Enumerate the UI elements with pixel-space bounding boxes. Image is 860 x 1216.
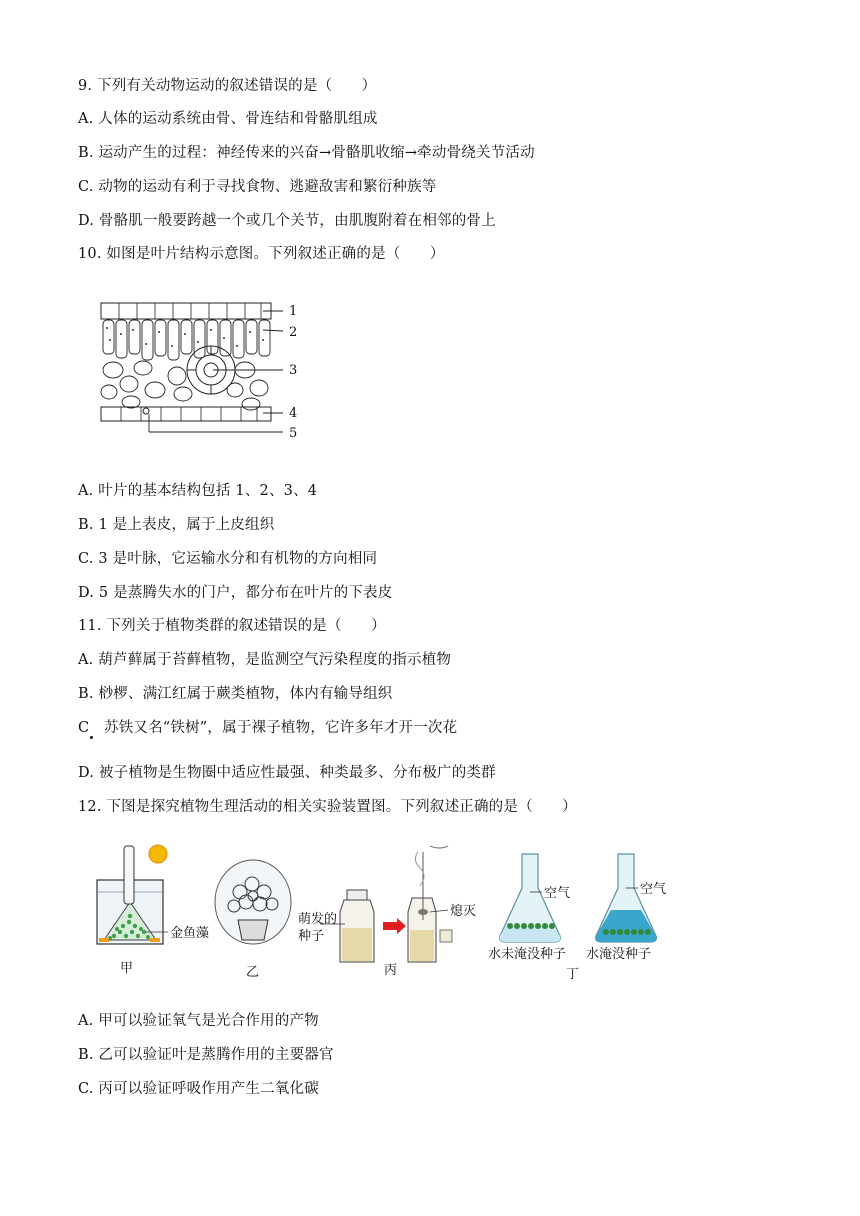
jia-plant-label: 金鱼藻 (170, 926, 210, 941)
q10-option-b: B. 1 是上表皮，属于上皮组织 (78, 517, 275, 533)
q9-stem: 9. 下列有关动物运动的叙述错误的是（ ） (78, 78, 377, 94)
q10-option-d: D. 5 是蒸腾失水的门户，都分布在叶片的下表皮 (78, 585, 393, 601)
ding-label: 丁 (566, 967, 580, 982)
q10-option-c: C. 3 是叶脉，它运输水分和有机物的方向相同 (78, 551, 378, 567)
bing-seeds-line1: 萌发的 (298, 912, 338, 927)
setup-bing (298, 846, 476, 978)
q12-stem: 12. 下图是探究植物生理活动的相关实验装置图。下列叙述正确的是（ ） (78, 799, 577, 815)
setup-ding (488, 854, 666, 982)
ding-air-label-2: 空气 (640, 882, 667, 897)
leaf-structure-diagram (95, 294, 310, 444)
bing-label: 丙 (384, 963, 398, 978)
q9-option-a: A. 人体的运动系统由骨、骨连结和骨骼肌组成 (78, 111, 378, 127)
q11-option-c: C 苏铁又名“铁树”，属于裸子植物，它许多年才开一次花 (78, 720, 458, 736)
q11-stem: 11. 下列关于植物类群的叙述错误的是（ ） (78, 618, 386, 634)
experiment-apparatus-figure (90, 840, 680, 985)
leaf-label-4: 4 (289, 406, 298, 421)
q12-option-a: A. 甲可以验证氧气是光合作用的产物 (78, 1013, 319, 1029)
q10-stem: 10. 如图是叶片结构示意图。下列叙述正确的是（ ） (78, 246, 445, 262)
flask2-label: 水淹没种子 (586, 947, 652, 962)
jia-label: 甲 (120, 961, 134, 976)
leaf-label-3: 3 (289, 363, 298, 378)
leaf-label-5: 5 (289, 426, 298, 441)
q11-option-a: A. 葫芦藓属于苔藓植物，是监测空气污染程度的指示植物 (78, 652, 452, 668)
bing-extinguish-label: 熄灭 (450, 904, 477, 919)
q11-option-b: B. 桫椤、满江红属于蕨类植物，体内有输导组织 (78, 686, 393, 702)
flask1-label: 水未淹没种子 (488, 947, 567, 962)
q10-option-a: A. 叶片的基本结构包括 1、2、3、4 (78, 483, 318, 499)
q9-option-c: C. 动物的运动有利于寻找食物、逃避敌害和繁衍种族等 (78, 179, 437, 195)
q9-option-d: D. 骨骼肌一般要跨越一个或几个关节，由肌腹附着在相邻的骨上 (78, 213, 496, 229)
leaf-label-1: 1 (289, 304, 298, 319)
ding-air-label-1: 空气 (544, 886, 571, 901)
stray-dot-mark (90, 736, 93, 739)
q12-option-b: B. 乙可以验证叶是蒸腾作用的主要器官 (78, 1047, 334, 1063)
q12-option-c: C. 丙可以验证呼吸作用产生二氧化碳 (78, 1081, 319, 1097)
setup-yi (215, 860, 291, 980)
q11-option-d: D. 被子植物是生物圈中适应性最强、种类最多、分布极广的类群 (78, 765, 496, 781)
q9-option-b: B. 运动产生的过程：神经传来的兴奋→骨骼肌收缩→牵动骨绕关节活动 (78, 145, 535, 161)
bing-seeds-line2: 种子 (298, 929, 325, 944)
yi-label: 乙 (246, 965, 260, 980)
leaf-label-2: 2 (289, 325, 298, 340)
setup-jia (97, 845, 209, 976)
